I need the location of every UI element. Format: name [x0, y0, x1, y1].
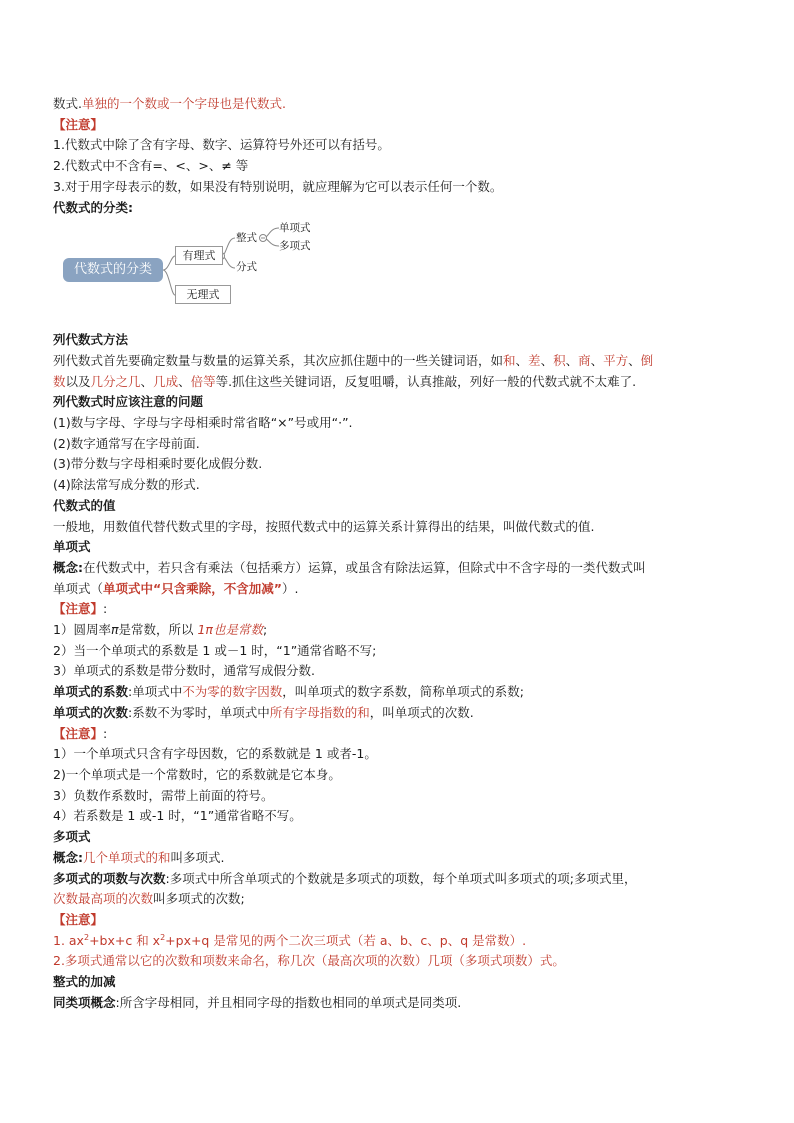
concept-highlight: 几个单项式的和 — [83, 849, 171, 865]
concept-text: ）. — [281, 580, 299, 596]
formula-text: +bx+c 和 x — [89, 932, 161, 948]
sep: 、 — [565, 352, 579, 368]
sep: 以及 — [65, 373, 91, 389]
note-text: ; — [262, 622, 268, 638]
concept-text: 叫多项式. — [170, 849, 225, 865]
sep: 、 — [540, 352, 554, 368]
coef-highlight: 不为零的数字因数 — [182, 684, 283, 700]
monomial-concept-1 — [53, 558, 743, 579]
keyword: 商 — [578, 352, 591, 368]
like-text: :所含字母相同，并且相同字母的指数也相同的单项式是同类项. — [115, 994, 462, 1010]
monomial-coefficient — [53, 682, 743, 703]
sep: 、 — [515, 352, 529, 368]
attention-item: (1)数与字母、字母与字母相乘时常省略“×”号或用“·”. — [53, 415, 353, 431]
method-line-1 — [53, 351, 743, 372]
method-heading: 列代数式方法 — [53, 332, 129, 348]
polynomial-note-1 — [53, 931, 743, 952]
note-heading: 【注意】 — [53, 601, 104, 617]
concept-text: 在代数式中，若只含有乘法（包括乘方）运算，或虽含有除法运算，但除式中不含字母的一类代数式叫 — [83, 559, 646, 575]
addition-heading: 整式的加减 — [53, 974, 116, 990]
monomial-note2: 4）若系数是 1 或-1 时，“1”通常省略不写。 — [53, 808, 302, 824]
formula-text: +px+q 是常见的两个二次三项式（若 a、b、c、p、q 是常数）. — [165, 932, 527, 948]
deg-text: ，叫单项式的次数. — [369, 704, 474, 720]
monomial-note-heading — [53, 599, 743, 620]
polynomial-concept — [53, 848, 743, 869]
note-item: 2.代数式中不含有=、<、>、≠ 等 — [53, 158, 249, 174]
method-text: 等.抓住这些关键词语，反复咀嚼，认真推敲，列好一般的代数式就不太难了. — [215, 373, 637, 389]
note-highlight: 1π也是常数 — [197, 622, 263, 638]
concept-text: 单项式（ — [53, 580, 104, 596]
attention-item: (3)带分数与字母相乘时要化成假分数. — [53, 456, 263, 472]
coef-label: 单项式的系数 — [53, 684, 129, 700]
method-line-2 — [53, 372, 743, 393]
method-text: 列代数式首先要确定数量与数量的运算关系，其次应抓住题中的一些关键词语，如 — [53, 352, 504, 368]
concept-highlight: 单项式中“只含乘除，不含加减” — [103, 580, 282, 596]
terms-highlight: 次数最高项的次数 — [53, 891, 154, 907]
sep: 、 — [140, 373, 154, 389]
coef-text: :单项式中 — [128, 684, 183, 700]
monomial-note2: 1）一个单项式只含有字母因数，它的系数就是 1 或者-1。 — [53, 746, 377, 762]
pi-symbol: π — [110, 622, 119, 638]
colon: : — [103, 725, 108, 741]
exponent: 2 — [83, 932, 90, 942]
mindmap-root: 代数式的分类 — [63, 258, 163, 282]
keyword: 几成 — [153, 373, 179, 389]
monomial-note2: 3）负数作系数时，需带上前面的符号。 — [53, 787, 274, 803]
mindmap-fractional: 分式 — [236, 261, 257, 274]
formula-text: 1. ax — [53, 932, 84, 948]
polynomial-note-2: 2.多项式通常以它的次数和项数来命名，称几次（最高次项的次数）几项（多项式项数）式。 — [53, 953, 565, 969]
keyword: 积 — [553, 352, 566, 368]
deg-label: 单项式的次数 — [53, 704, 129, 720]
exponent: 2 — [160, 932, 166, 942]
mindmap-irrational: 无理式 — [175, 285, 231, 304]
terms-text: :多项式中所含单项式的个数就是多项式的项数，每个单项式叫多项式的项;多项式里， — [165, 870, 637, 886]
attention-item: (4)除法常写成分数的形式. — [53, 477, 200, 493]
classification-heading: 代数式的分类: — [53, 199, 133, 215]
terms-text: 叫多项式的次数; — [153, 891, 245, 907]
deg-highlight: 所有字母指数的和 — [269, 704, 370, 720]
note-text: 是常数，所以 — [118, 622, 198, 638]
intro-text: 数式. — [53, 96, 82, 111]
mindmap-integral: 整式 — [236, 232, 257, 245]
keyword: 倍等 — [190, 373, 216, 389]
polynomial-heading: 多项式 — [53, 829, 91, 845]
monomial-concept-2 — [53, 579, 743, 600]
keyword: 数 — [53, 373, 66, 389]
monomial-note: 3）单项式的系数是带分数时，通常写成假分数. — [53, 663, 315, 679]
terms-label: 多项式的项数与次数 — [53, 870, 166, 886]
polynomial-terms-1 — [53, 869, 743, 890]
coef-text: ，叫单项式的数字系数，简称单项式的系数; — [282, 684, 524, 700]
polynomial-note-heading: 【注意】 — [53, 911, 104, 927]
classification-mindmap — [53, 218, 373, 330]
monomial-heading: 单项式 — [53, 539, 91, 555]
note-text: 1）圆周率 — [53, 622, 111, 638]
note-item: 1.代数式中除了含有字母、数字、运算符号外还可以有括号。 — [53, 137, 390, 153]
monomial-note2-heading — [53, 724, 743, 745]
document-body — [53, 94, 743, 1013]
colon: : — [103, 601, 108, 617]
value-text: 一般地，用数值代替代数式里的字母，按照代数式中的运算关系计算得出的结果，叫做代数式的值. — [53, 518, 595, 534]
mindmap-polynomial: 多项式 — [279, 240, 311, 253]
mindmap-monomial: 单项式 — [279, 222, 311, 235]
monomial-note: 2）当一个单项式的系数是 1 或－1 时，“1”通常省略不写; — [53, 642, 377, 658]
note-heading: 【注意】 — [53, 725, 104, 741]
note-item: 3.对于用字母表示的数，如果没有特别说明，就应理解为它可以表示任何一个数。 — [53, 178, 503, 194]
keyword: 和 — [503, 352, 516, 368]
mindmap-rational: 有理式 — [175, 246, 223, 265]
monomial-note2: 2)一个单项式是一个常数时，它的系数就是它本身。 — [53, 766, 341, 782]
polynomial-terms-2 — [53, 889, 743, 910]
sep: 、 — [628, 352, 641, 368]
like-terms — [53, 993, 743, 1014]
sep: 、 — [590, 352, 604, 368]
value-heading: 代数式的值 — [53, 497, 116, 513]
concept-label: 概念: — [53, 559, 83, 575]
monomial-degree — [53, 703, 743, 724]
sep: 、 — [178, 373, 191, 389]
keyword: 倒 — [640, 352, 654, 368]
monomial-note — [53, 620, 743, 641]
intro-line — [53, 94, 743, 115]
keyword: 差 — [528, 352, 541, 368]
deg-text: :系数不为零时，单项式中 — [128, 704, 270, 720]
note-heading: 【注意】 — [53, 116, 104, 132]
keyword: 几分之几 — [90, 373, 141, 389]
keyword: 平方 — [603, 352, 629, 368]
attention-item: (2)数字通常写在字母前面. — [53, 435, 200, 451]
concept-label: 概念: — [53, 849, 83, 865]
attention-heading: 列代数式时应该注意的问题 — [53, 394, 204, 410]
intro-highlight: 单独的一个数或一个字母也是代数式. — [81, 96, 286, 111]
like-label: 同类项概念 — [53, 994, 116, 1010]
